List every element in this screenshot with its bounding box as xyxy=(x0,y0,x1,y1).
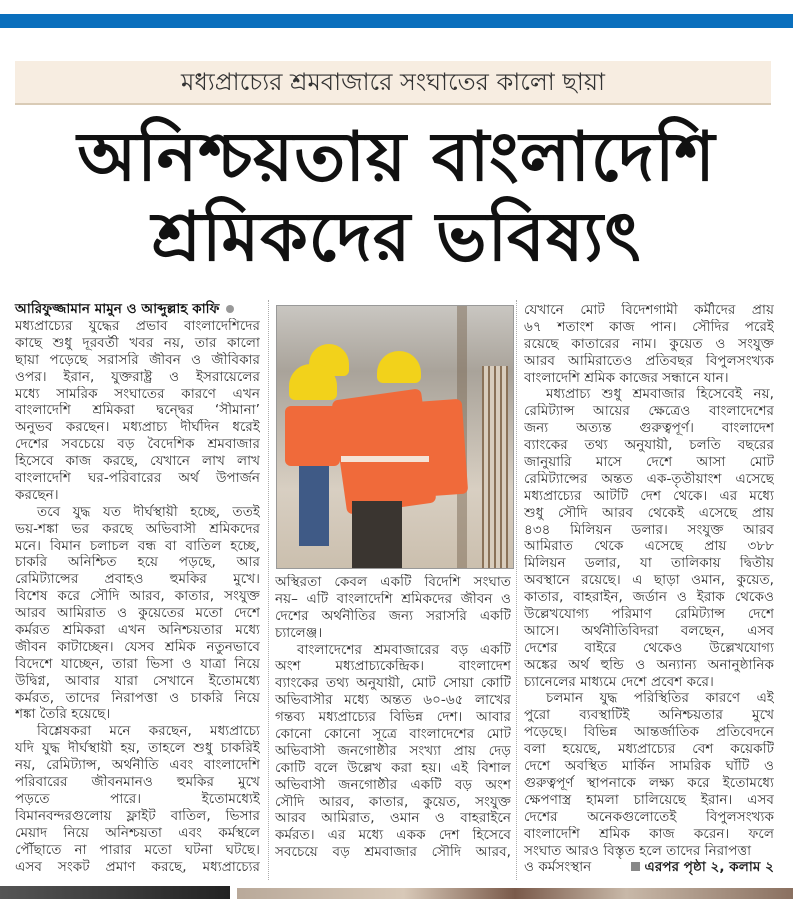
text-line: নয়– এটি বাংলাদেশি শ্রমিকদের জীবন ও xyxy=(275,590,511,607)
text-line: জন্য অত্যন্ত গুরুত্বপূর্ণ। বাংলাদেশ xyxy=(524,420,774,437)
continuation-line xyxy=(524,859,774,876)
text-line: শুধু সৌদি আরব থেকেই এসেছে প্রায় xyxy=(524,504,774,521)
text-line: মেয়াদ নিয়ে অনিশ্চয়তা এবং কর্মস্থলে xyxy=(15,824,260,841)
next-article-heading-strip xyxy=(0,886,230,899)
text-line: মধ্যপ্রাচ্যের আটটি দেশ থেকে। এর মধ্যে xyxy=(524,487,774,504)
text-line: ব্যাংকের তথ্য অনুযায়ী, মোট সোয়া কোটি xyxy=(275,675,511,692)
text-line: কাছে শুধু দূরবর্তী খবর নয়, তার কালো xyxy=(15,334,260,351)
text-line: সৌদি আরব, কাতার, কুয়েত, সংযুক্ত xyxy=(275,793,511,810)
text-line: হিসেবে কাজ করছে, যেখানে লাখ লাখ xyxy=(15,453,260,470)
jump-text: এরপর পৃষ্ঠা ২, কলাম ২ xyxy=(644,859,774,876)
jump-link[interactable] xyxy=(631,859,774,876)
text-line: জানুয়ারি মাসে দেশে আসা মোট xyxy=(524,454,774,471)
text-line: ছায়া পড়েছে সরাসরি জীবন ও জীবিকার xyxy=(15,351,260,368)
top-color-bar xyxy=(0,14,793,28)
bullet-dot-icon xyxy=(226,305,234,313)
text-line: অঙ্কের অর্থ হুন্ডি ও অন্যান্য অনানুষ্ঠানিক xyxy=(524,656,774,673)
article-column-2 xyxy=(275,574,511,861)
text-line: বিশ্লেষকরা মনে করছেন, মধ্যপ্রাচ্যে xyxy=(37,723,260,740)
text-line: রেমিট্যান্সের প্রবাহও হুমকির মুখে। xyxy=(15,571,260,588)
text-line: উদ্বিগ্ন, আবার যারা সেখানে ইতোমধ্যে xyxy=(15,672,260,689)
headline-line-1: অনিশ্চয়তায় বাংলাদেশি xyxy=(77,118,716,197)
text-line: কর্মরত শ্রমিকরা এখন অনিশ্চয়তার মধ্যে xyxy=(15,622,260,639)
text-line: দেশে অবস্থিত মার্কিন সামরিক ঘাঁটি ও xyxy=(524,758,774,775)
text-line: রেমিট্যান্সের অন্তত এক-তৃতীয়াংশ এসেছে xyxy=(524,470,774,487)
text-line: পৌঁছাতে না পারার মতো ঘটনা ঘটছে। xyxy=(15,841,260,858)
text-line: পড়তে পারে। ইতোমধ্যেই xyxy=(15,790,260,807)
text-line: চাকরি অনিশ্চিত হয়ে পড়ছে, আর xyxy=(15,554,260,571)
text-line: ৬৭ শতাংশ কাজ পান। সৌদির পরেই xyxy=(524,318,774,335)
text-line: মধ্যে সামরিক সংঘাতের কারণে এখন xyxy=(15,385,260,402)
text-line: আমিরাত থেকে এসেছে প্রায় ৩৮৮ xyxy=(524,538,774,555)
text-line: বলা হয়েছে, মধ্যপ্রাচ্যের বেশ কয়েকটি xyxy=(524,741,774,758)
text-line: চ্যানেলের মাধ্যমে দেশে প্রবেশ করে। xyxy=(524,673,714,690)
text-line: রেমিট্যান্স আয়ের ক্ষেত্রেও বাংলাদেশের xyxy=(524,403,774,420)
article-photo-workers xyxy=(276,305,514,569)
text-line: বাংলাদেশি শ্রমিক কাজের সন্ধানে যান। xyxy=(524,369,729,386)
article-column-3 xyxy=(524,302,774,876)
text-line: আরব আমিরাতেও প্রতিবছর বিপুলসংখ্যক xyxy=(524,352,774,369)
text-line: অভিবাসী জনগোষ্ঠীর সংখ্যা প্রায় দেড় xyxy=(275,742,511,759)
next-article-photo-strip xyxy=(237,888,793,899)
square-bullet-icon xyxy=(631,862,640,871)
text-line: চলমান যুদ্ধ পরিস্থিতির কারণে এই xyxy=(546,690,774,707)
text-line: মধ্যপ্রাচ্যের যুদ্ধের প্রভাব বাংলাদেশিদের xyxy=(15,318,260,334)
text-line: বাংলাদেশি শ্রমিকরা দ্বন্দ্বের ‘সীমানা’ xyxy=(15,402,260,419)
column-divider xyxy=(516,300,517,880)
kicker-heading: মধ্যপ্রাচ্যের শ্রমবাজারে সংঘাতের কালো ছায়া xyxy=(15,61,771,105)
headline-line-2: শ্রমিকদের ভবিষ্যৎ xyxy=(151,198,642,277)
text-line: জীবন কাটাচ্ছেন। যেসব শ্রমিক নতুনভাবে xyxy=(15,638,260,655)
text-line: চ্যালেঞ্জ। xyxy=(275,624,323,641)
text-line: ৪৩৪ মিলিয়ন ডলার। সংযুক্ত আরব xyxy=(524,521,774,538)
text-line: দেশের বাইরে থেকেও উল্লেখযোগ্য xyxy=(524,639,774,656)
text-line: কোনো কোনো সূত্রে বাংলাদেশের মোট xyxy=(275,726,511,743)
text-line: গন্তব্য মধ্যপ্রাচ্যের বিভিন্ন দেশ। আবার xyxy=(275,709,511,726)
text-line: অভিবাসী জনগোষ্ঠীর একটি বড় অংশ xyxy=(275,776,511,793)
text-line: নয়, রেমিট্যান্স, অর্থনীতি এবং বাংলাদেশি xyxy=(15,757,260,774)
text-line: বাংলাদেশের শ্রমবাজারের বড় একটি xyxy=(297,641,511,658)
text-line: পড়েছে। বিভিন্ন আন্তর্জাতিক প্রতিবেদনে xyxy=(524,724,774,741)
text-line: তবে যুদ্ধ যত দীর্ঘস্থায়ী হচ্ছে, ততই xyxy=(37,503,260,520)
photo-watermark xyxy=(287,421,298,459)
text-line: গুরুত্বপূর্ণ স্থাপনাকে লক্ষ্য করে ইতোমধ্যে xyxy=(524,774,774,791)
text-line: ব্যাংকের তথ্য অনুযায়ী, চলতি বছরের xyxy=(524,437,774,454)
text-line: আসে। অর্থনীতিবিদরা বলছেন, এসব xyxy=(524,622,774,639)
text-line: অস্থিরতা কেবল একটি বিদেশি সংঘাত xyxy=(275,574,511,590)
text-fragment: ও কর্মসংস্থান xyxy=(524,859,592,876)
text-line: কর্মরত, তাদের নিরাপত্তা ও চাকরি নিয়ে xyxy=(15,689,260,706)
text-line: বিশেষ করে সৌদি আরব, কাতার, সংযুক্ত xyxy=(15,588,260,605)
column-divider xyxy=(268,300,269,880)
text-line: উল্লেখযোগ্য পরিমাণ রেমিট্যান্স দেশে xyxy=(524,606,774,623)
text-line: পুরো ব্যবস্থাটিই অনিশ্চয়তার মুখে xyxy=(524,707,774,724)
text-line: মধ্যপ্রাচ্য শুধু শ্রমবাজার হিসেবেই নয়, xyxy=(546,386,774,403)
text-line: সবচেয়ে বড় শ্রমবাজার সৌদি আরব, xyxy=(275,844,511,861)
text-line: বাংলাদেশি শ্রমিক কাজ করেন। ফলে xyxy=(524,825,774,842)
text-line: আরব আমিরাত ও কুয়েতের মতো দেশে xyxy=(15,605,260,622)
text-line: কর্মরত। এর মধ্যে একক দেশ হিসেবে xyxy=(275,827,511,844)
text-line: রয়েছে কাতারের নাম। কুয়েত ও সংযুক্ত xyxy=(524,335,774,352)
text-line: যদি যুদ্ধ দীর্ঘস্থায়ী হয়, তাহলে শুধু চাকরিই xyxy=(15,740,260,757)
text-line: মিলিয়ন ডলার, যা তালিকায় দ্বিতীয় xyxy=(524,555,774,572)
text-line: কাতার, বাহরাইন, জর্ডান ও ইরাক থেকেও xyxy=(524,589,774,606)
text-line: এসব সংকট প্রমাণ করছে, মধ্যপ্রাচ্যের xyxy=(15,858,260,875)
text-line: বিমানবন্দরগুলোয় ফ্লাইট বাতিল, ভিসার xyxy=(15,807,260,824)
text-line: মনে। বিমান চলাচল বন্ধ বা বাতিল হচ্ছে, xyxy=(15,537,260,554)
text-line: সংঘাত আরও বিস্তৃত হলে তাদের নিরাপত্তা xyxy=(524,842,752,859)
text-line: যেখানে মোট বিদেশগামী কর্মীদের প্রায় xyxy=(524,302,774,318)
text-line: দেশের সবচেয়ে বড় বৈদেশিক শ্রমবাজার xyxy=(15,436,260,453)
byline xyxy=(15,300,260,318)
text-line: ভয়-শঙ্কা ভর করছে অভিবাসী শ্রমিকদের xyxy=(15,520,260,537)
byline-text: আরিফুজ্জামান মামুন ও আব্দুল্লাহ কাফি xyxy=(15,301,220,317)
text-line: শঙ্কা তৈরি হয়েছে। xyxy=(15,706,111,723)
text-line: অংশ মধ্যপ্রাচ্যকেন্দ্রিক। বাংলাদেশ xyxy=(275,658,511,675)
text-line: বাংলাদেশি ঘর-পরিবারের অর্থ উপার্জন xyxy=(15,470,260,487)
text-line: দেশের অর্থনীতির জন্য সরাসরি একটি xyxy=(275,607,511,624)
text-line: অভিবাসীর মধ্যে অন্তত ৬০-৬৫ লাখের xyxy=(275,692,511,709)
text-line: করছেন। xyxy=(15,486,59,503)
text-line: দেশের অনেকগুলোতেই বিপুলসংখ্যক xyxy=(524,808,774,825)
text-line: বিদেশে যাচ্ছেন, তারা ভিসা ও যাত্রা নিয়ে xyxy=(15,655,260,672)
text-line: পরিবারের জীবনমানও হুমকির মুখে xyxy=(15,774,260,791)
article-column-1 xyxy=(15,300,260,875)
headline xyxy=(10,118,783,278)
text-line: ওপর। ইরান, যুক্তরাষ্ট্র ও ইসরায়েলের xyxy=(15,368,260,385)
text-line: অনুভব করছেন। মধ্যপ্রাচ্য দীর্ঘদিন ধরেই xyxy=(15,419,260,436)
text-line: ক্ষেপণাস্ত্র হামলা চালিয়েছে ইরান। এসব xyxy=(524,791,774,808)
text-line: অবস্থানে রয়েছে। এ ছাড়া ওমান, কুয়েত, xyxy=(524,572,774,589)
text-line: কোটি বলে উল্লেখ করা হয়। এই বিশাল xyxy=(275,759,511,776)
text-line: আরব আমিরাত, ওমান ও বাহরাইনে xyxy=(275,810,511,827)
